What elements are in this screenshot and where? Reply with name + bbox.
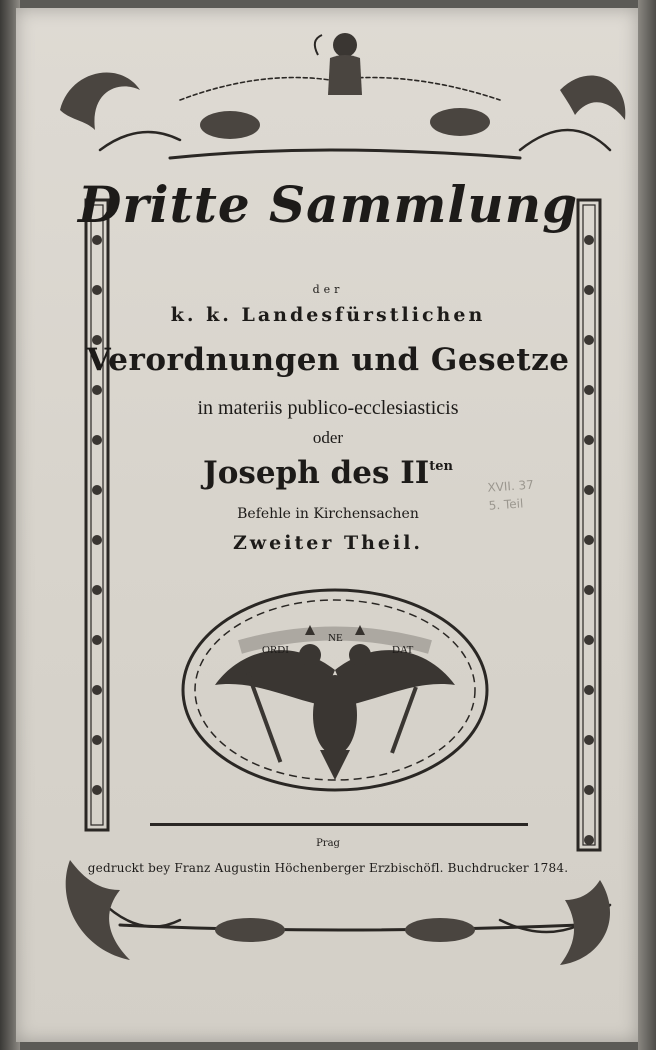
- title: Dritte Sammlung: [77, 175, 579, 234]
- motto-left: ORDI: [262, 644, 289, 656]
- cherub-figure: [315, 33, 362, 95]
- imprint-rule: [150, 823, 528, 826]
- subtitle-der: der: [312, 283, 344, 296]
- motto-mid: NE: [328, 632, 343, 644]
- place-of-printing: Prag: [316, 838, 340, 849]
- part-label: Zweiter Theil.: [232, 532, 424, 554]
- pencil-shelfmark: [487, 473, 569, 514]
- subtitle-latin: in materiis publico-ecclesiasticis: [197, 397, 459, 419]
- eagle-emblem: [170, 575, 500, 805]
- subtitle-name-text: Joseph des II: [203, 455, 430, 491]
- subtitle-oder: oder: [312, 428, 344, 447]
- subtitle-befehle: Befehle in Kirchensachen: [237, 506, 419, 522]
- top-border-rail: [170, 150, 520, 158]
- imprint-line: gedruckt bey Franz Augustin Höchenberger Erzbischöfl. Buchdrucker 1784.: [87, 861, 569, 875]
- subtitle-name-superscript: ten: [429, 459, 453, 474]
- subtitle-main: Verordnungen und Gesetze: [86, 342, 570, 378]
- shelfmark-line-2: 5. Teil: [488, 496, 524, 513]
- motto-right: DAT: [392, 644, 414, 656]
- shelfmark-line-1: XVII. 37: [486, 477, 535, 495]
- right-border-column: [578, 200, 600, 850]
- subtitle-authority: k. k. Landesfürstlichen: [170, 304, 486, 326]
